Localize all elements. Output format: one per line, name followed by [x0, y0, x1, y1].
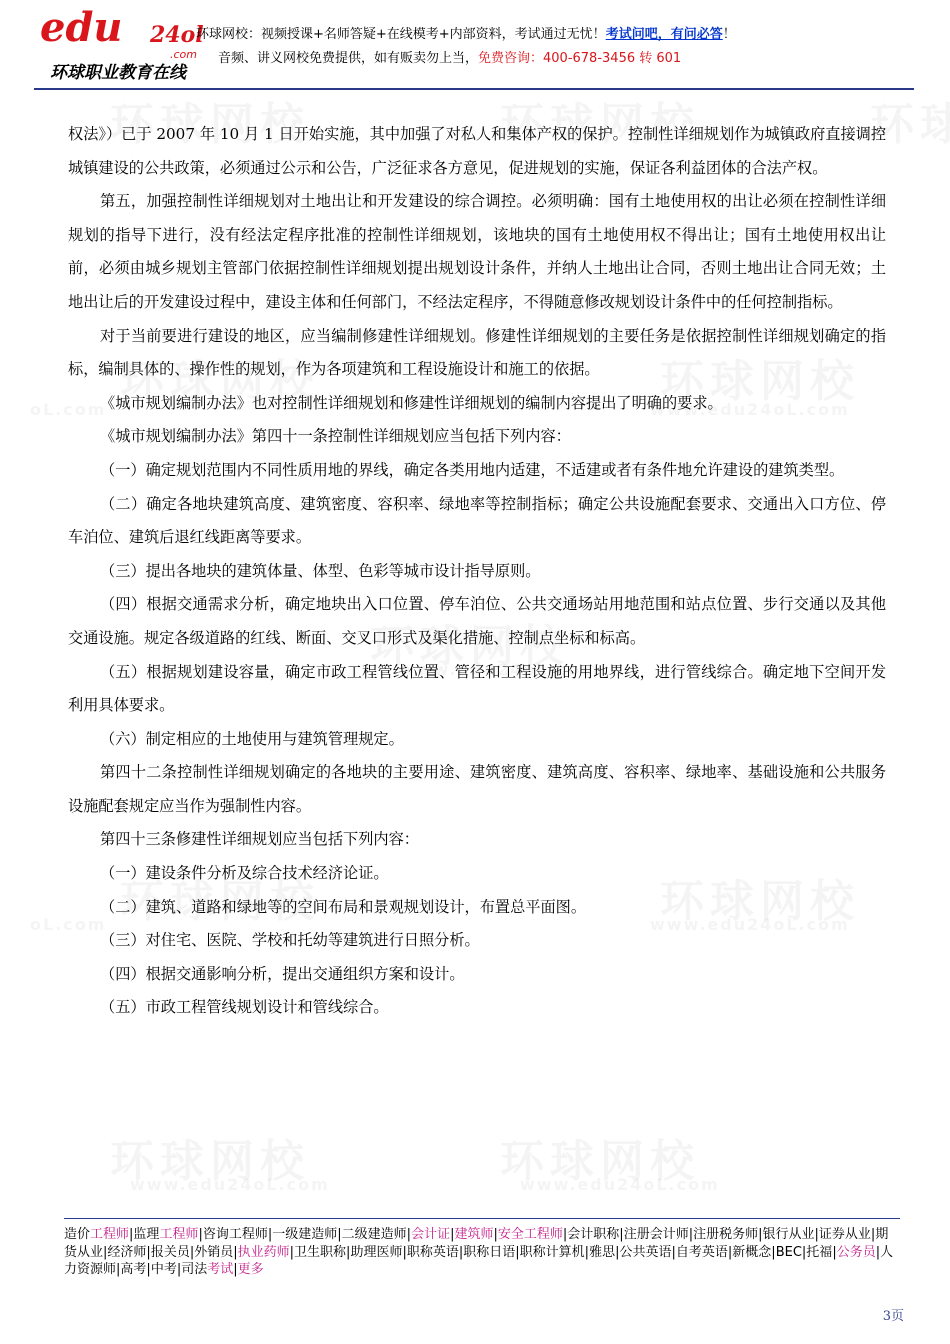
body-paragraph: （五）市政工程管线规划设计和管线综合。 — [100, 998, 389, 1017]
footer-separator: | — [814, 1227, 819, 1242]
logo-domain: .com — [170, 48, 197, 61]
footer-link[interactable]: 新概念 — [732, 1244, 772, 1260]
footer-link[interactable]: 注册会计师 — [623, 1227, 689, 1242]
footer-separator: | — [619, 1227, 624, 1242]
footer-link[interactable]: 安全工程师 — [497, 1227, 563, 1242]
page-number: 3页 — [882, 1309, 904, 1324]
footer-separator: | — [450, 1227, 455, 1242]
footer-separator: | — [176, 1262, 182, 1277]
body-paragraph: （二）确定各地块建筑高度、建筑密度、容积率、绿地率等控制指标；确定公共设施配套要求、交通出入口方位、停车泊位、建筑后退红线距离等要求。 — [68, 494, 886, 547]
header-divider — [34, 88, 914, 90]
footer-divider — [64, 1218, 900, 1219]
body-paragraph: 权法》）已于 2007 年 10 月 1 日开始实施，其中加强了对私人和集体产权的保护。控制性详细规划作为城镇政府直接调控城镇建设的公共政策，必须通过公示和公告，广泛征求各方意见，促进规划的实施，保证各利益团体的合法产权。 — [68, 125, 887, 177]
footer-link[interactable]: 工程师 — [159, 1227, 199, 1242]
body-paragraph: 《城市规划编制办法》第四十一条控制性详细规划应当包括下列内容： — [100, 427, 571, 446]
footer-link[interactable]: 造价 — [64, 1227, 91, 1242]
footer-separator: | — [458, 1244, 464, 1260]
footer-separator: | — [337, 1227, 342, 1242]
footer-separator: | — [771, 1244, 776, 1260]
footer-link[interactable]: 报关员 — [150, 1244, 190, 1260]
footer-link[interactable]: 职称日语 — [463, 1244, 516, 1260]
footer-separator: | — [832, 1244, 837, 1260]
footer-link[interactable]: 公务员 — [836, 1244, 876, 1260]
document-body — [68, 118, 886, 1025]
logo-tagline: 环球职业教育在线 — [50, 63, 186, 83]
footer-separator: | — [615, 1244, 620, 1260]
body-paragraph: （三）对住宅、医院、学校和托幼等建筑进行日照分析。 — [100, 931, 480, 950]
footer-separator: | — [233, 1244, 238, 1260]
footer-link[interactable]: 职称英语 — [406, 1244, 459, 1260]
body-paragraph: （三）提出各地块的建筑体量、体型、色彩等城市设计指导原则。 — [100, 561, 541, 580]
footer-link[interactable]: 一级建造师 — [272, 1227, 338, 1242]
ask-link[interactable]: 考试问吧，有问必答 — [605, 27, 723, 42]
body-paragraph: 第五，加强控制性详细规划对土地出让和开发建设的综合调控。必须明确：国有土地使用权的出让必须在控制性详细规划的指导下进行，没有经法定程序批准的控制性详细规划，该地块的国有土地使用权不得出让；国有土地使用权出让前，必须由城乡规划主管部门依据控制性详细规划提出规划设计条件，并纳人土地出让合同，否则土地出让合同无效；土地出让后的开发建设过程中，建设主体和任何部门，不经法定程序，不得随意修改规划设计条件中的任何控制指标。 — [68, 192, 886, 311]
footer-separator: | — [146, 1244, 151, 1260]
footer-separator: | — [146, 1262, 151, 1277]
footer-separator: | — [493, 1227, 498, 1242]
footer-link[interactable]: 银行从业 — [762, 1227, 815, 1242]
watermark-url — [130, 1175, 330, 1194]
footer-link[interactable]: 更多 — [237, 1262, 264, 1277]
footer-separator: | — [103, 1244, 108, 1260]
footer-separator: | — [198, 1227, 203, 1242]
footer-separator: | — [562, 1227, 568, 1242]
footer-link[interactable]: 考试 — [207, 1262, 234, 1277]
footer-link[interactable]: 职称计算机 — [519, 1244, 585, 1260]
footer-link[interactable]: 注册税务师 — [693, 1227, 759, 1242]
footer-link[interactable]: 监理 — [133, 1227, 160, 1242]
consult-phone: 免费咨询：400-678-3456 转 601 — [478, 51, 682, 66]
watermark — [110, 1125, 310, 1189]
body-paragraph: 对于当前要进行建设的地区，应当编制修建性详细规划。修建性详细规划的主要任务是依据控制性详细规划确定的指标，编制具体的、操作性的规划，作为各项建筑和工程设施设计和施工的依据。 — [68, 326, 886, 379]
footer-link[interactable]: 会计职称 — [567, 1227, 620, 1242]
footer-link[interactable]: BEC — [775, 1244, 802, 1260]
footer-separator: | — [346, 1244, 351, 1260]
body-paragraph: 第四十三条修建性详细规划应当包括下列内容： — [100, 830, 419, 849]
footer-separator: | — [801, 1244, 807, 1260]
body-paragraph: 第四十二条控制性详细规划确定的各地块的主要用途、建筑密度、建筑高度、容积率、绿地率、基础设施和公共服务设施配套规定应当作为强制性内容。 — [68, 763, 886, 815]
footer-link[interactable]: 证券从业 — [818, 1227, 871, 1242]
footer-separator: | — [233, 1262, 238, 1277]
footer-link[interactable]: 人力资源师 — [64, 1244, 894, 1277]
watermark — [500, 1125, 700, 1189]
footer-links — [64, 1226, 900, 1279]
logo-brand: edu — [40, 4, 123, 51]
footer-link[interactable]: 自考英语 — [675, 1244, 728, 1260]
footer-separator: | — [267, 1227, 273, 1242]
body-paragraph: （二）建筑、道路和绿地等的空间布局和景观规划设计，布置总平面图。 — [100, 897, 586, 916]
footer-separator: | — [870, 1227, 876, 1242]
header-promo-text: 环球网校：视频授课+名师答疑+在线模考+内部资料，考试通过无忧！ — [196, 27, 606, 42]
header-line-1 — [196, 23, 736, 42]
footer-link[interactable]: 二级建造师 — [341, 1227, 407, 1242]
footer-link[interactable]: 助理医师 — [350, 1244, 403, 1260]
footer-link[interactable]: 中考 — [150, 1262, 177, 1277]
footer-separator: | — [688, 1227, 694, 1242]
footer-link[interactable]: 公共英语 — [619, 1244, 672, 1260]
body-paragraph: （四）根据交通影响分析，提出交通组织方案和设计。 — [100, 964, 465, 983]
header-notice-text: 音频、讲义网校免费提供，如有贩卖勿上当， — [218, 51, 479, 66]
body-paragraph: （五）根据规划建设容量，确定市政工程管线位置、管径和工程设施的用地界线，进行管线综合。确定地下空间开发利用具体要求。 — [68, 662, 886, 715]
watermark-url — [520, 1175, 720, 1194]
footer-separator: | — [116, 1262, 121, 1277]
footer-separator: | — [129, 1227, 134, 1242]
footer-link[interactable]: 工程师 — [90, 1227, 130, 1242]
footer-link[interactable]: 托福 — [806, 1244, 833, 1260]
footer-separator: | — [758, 1227, 763, 1242]
footer-link[interactable]: 雅思 — [589, 1244, 616, 1260]
header-line-2 — [218, 47, 681, 66]
site-logo[interactable] — [30, 4, 210, 83]
footer-link[interactable]: 咨询工程师 — [202, 1227, 268, 1242]
footer-link[interactable]: 期货从业 — [64, 1227, 889, 1260]
footer-separator: | — [727, 1244, 733, 1260]
logo-number: 24ol — [150, 22, 204, 48]
footer-separator: | — [671, 1244, 676, 1260]
footer-link[interactable]: 卫生职称 — [294, 1244, 347, 1260]
body-paragraph: 《城市规划编制办法》也对控制性详细规划和修建性详细规划的编制内容提出了明确的要求。 — [100, 393, 723, 412]
footer-separator: | — [189, 1244, 195, 1260]
header-promo-end: ！ — [722, 27, 736, 42]
footer-link[interactable]: 司法 — [181, 1262, 208, 1277]
footer-link[interactable]: 会计证 — [411, 1227, 451, 1242]
body-paragraph: （一）建设条件分析及综合技术经济论证。 — [100, 864, 389, 883]
footer-separator: | — [289, 1244, 295, 1260]
footer-link[interactable]: 建筑师 — [454, 1227, 494, 1242]
footer-separator: | — [584, 1244, 590, 1260]
footer-link[interactable]: 经济师 — [107, 1244, 147, 1260]
footer-separator: | — [515, 1244, 520, 1260]
footer-separator: | — [402, 1244, 407, 1260]
footer-separator: | — [875, 1244, 881, 1260]
body-paragraph: （六）制定相应的土地使用与建筑管理规定。 — [100, 729, 404, 748]
body-paragraph: （一）确定规划范围内不同性质用地的界线，确定各类用地内适建，不适建或者有条件地允许建设的建筑类型。 — [100, 460, 845, 479]
footer-link[interactable]: 高考 — [120, 1262, 147, 1277]
footer-separator: | — [406, 1227, 412, 1242]
body-paragraph: （四）根据交通需求分析，确定地块出入口位置、停车泊位、公共交通场站用地范围和站点位置、步行交通以及其他交通设施。规定各级道路的红线、断面、交叉口形式及渠化措施、控制点坐标和标高。 — [68, 595, 886, 647]
footer-link[interactable]: 执业药师 — [237, 1244, 290, 1260]
footer-link[interactable]: 外销员 — [194, 1244, 234, 1260]
